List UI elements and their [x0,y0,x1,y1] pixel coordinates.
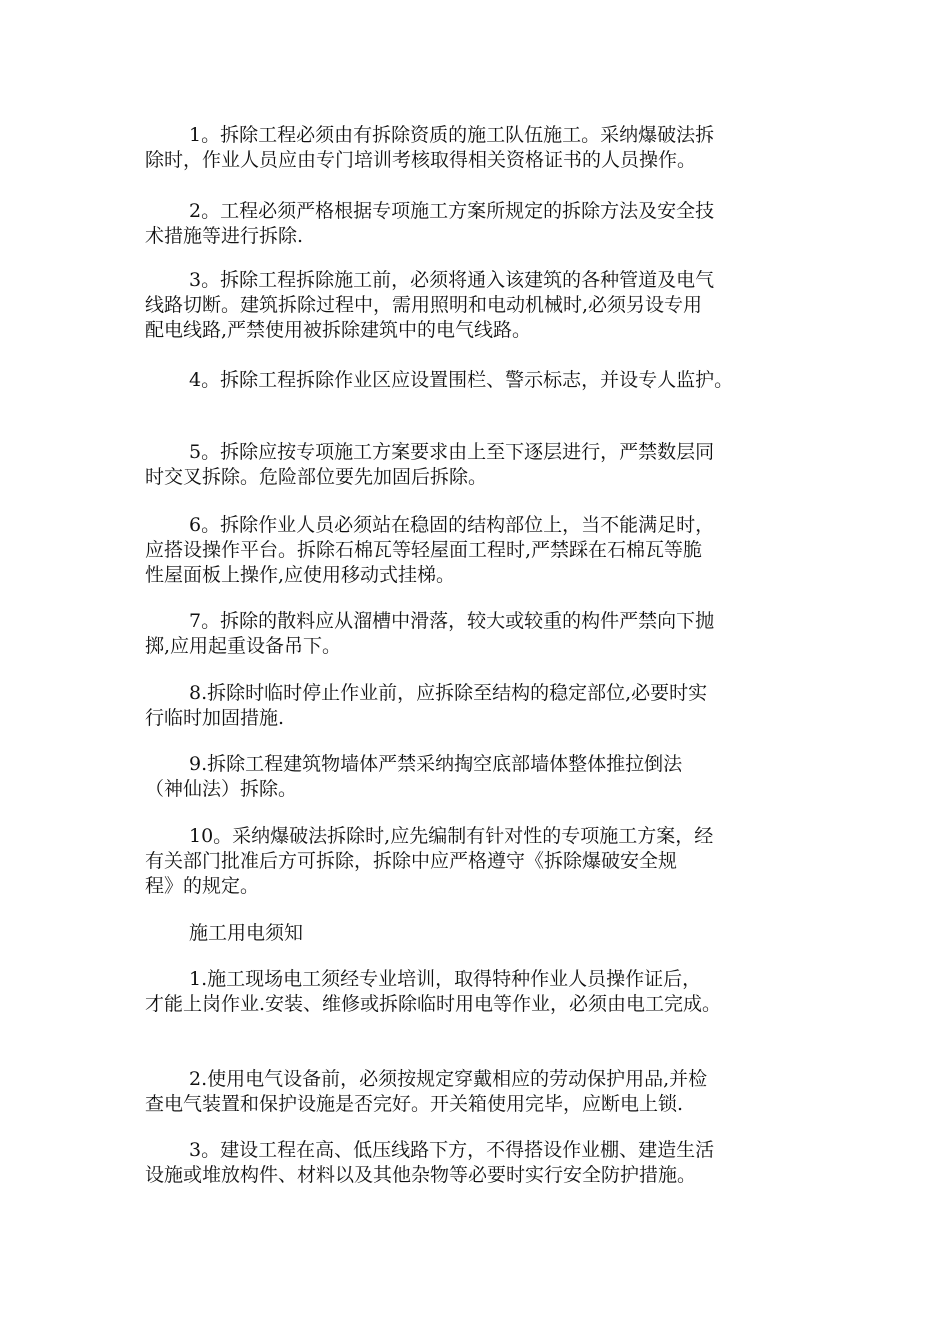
paragraph-line: 7。拆除的散料应从溜槽中滑落，较大或较重的构件严禁向下抛 [189,610,715,632]
paragraph-line: 时交叉拆除。危险部位要先加固后拆除。 [145,466,488,488]
paragraph-1 [145,123,825,173]
paragraph-line: 设施或堆放构件、材料以及其他杂物等必要时实行安全防护措施。 [145,1164,697,1186]
paragraph-line: 程》的规定。 [145,875,260,897]
paragraph-6 [145,513,825,588]
paragraph-line: 3。拆除工程拆除施工前，必须将通入该建筑的各种管道及电气 [189,269,715,291]
paragraph-line: 行临时加固措施. [145,707,285,729]
paragraph-8 [145,681,825,731]
paragraph-line: 掷,应用起重设备吊下。 [145,635,342,657]
paragraph-4 [145,368,825,393]
paragraph-line: 配电线路,严禁使用被拆除建筑中的电气线路。 [145,319,532,341]
paragraph-line: 应搭设操作平台。拆除石棉瓦等轻屋面工程时,严禁踩在石棉瓦等脆 [145,539,703,561]
paragraph-line: 才能上岗作业.安装、维修或拆除临时用电等作业，必须由电工完成。 [145,993,722,1015]
paragraph-line: 2.使用电气设备前，必须按规定穿戴相应的劳动保护用品,并检 [189,1068,708,1090]
paragraph-line: 有关部门批准后方可拆除，拆除中应严格遵守《拆除爆破安全规 [145,850,678,872]
paragraph-11 [145,967,825,1017]
paragraph-line: 4。拆除工程拆除作业区应设置围栏、警示标志，并设专人监护。 [189,369,734,391]
paragraph-line: 5。拆除应按专项施工方案要求由上至下逐层进行，严禁数层同 [189,441,715,463]
paragraph-line: 术措施等进行拆除. [145,225,304,247]
paragraph-line: 3。建设工程在高、低压线路下方，不得搭设作业棚、建造生活 [189,1139,715,1161]
paragraph-2 [145,199,825,249]
paragraph-line: 查电气装置和保护设施是否完好。开关箱使用完毕，应断电上锁. [145,1093,684,1115]
paragraph-line: 8.拆除时临时停止作业前，应拆除至结构的稳定部位,必要时实 [189,682,708,704]
paragraph-line: 性屋面板上操作,应使用移动式挂梯。 [145,564,456,586]
paragraph-line: （神仙法）拆除。 [145,778,298,800]
paragraph-line: 除时，作业人员应由专门培训考核取得相关资格证书的人员操作。 [145,149,697,171]
paragraph-line: 2。工程必须严格根据专项施工方案所规定的拆除方法及安全技 [189,200,715,222]
paragraph-line: 6。拆除作业人员必须站在稳固的结构部位上，当不能满足时， [189,514,715,536]
paragraph-12 [145,1067,825,1117]
paragraph-line: 线路切断。建筑拆除过程中，需用照明和电动机械时,必须另设专用 [145,294,703,316]
paragraph-5 [145,440,825,490]
paragraph-line: 1。拆除工程必须由有拆除资质的施工队伍施工。采纳爆破法拆 [189,124,715,146]
paragraph-line: 1.施工现场电工须经专业培训，取得特种作业人员操作证后， [189,968,702,990]
paragraph-7 [145,609,825,659]
paragraph-3 [145,268,825,343]
paragraph-line: 9.拆除工程建筑物墙体严禁采纳掏空底部墙体整体推拉倒法 [189,753,683,775]
paragraph-13 [145,1138,825,1188]
paragraph-line: 10。采纳爆破法拆除时,应先编制有针对性的专项施工方案，经 [189,825,714,847]
section-heading-text: 施工用电须知 [189,922,304,944]
paragraph-10 [145,824,825,899]
section-heading [145,921,825,946]
paragraph-9 [145,752,825,802]
